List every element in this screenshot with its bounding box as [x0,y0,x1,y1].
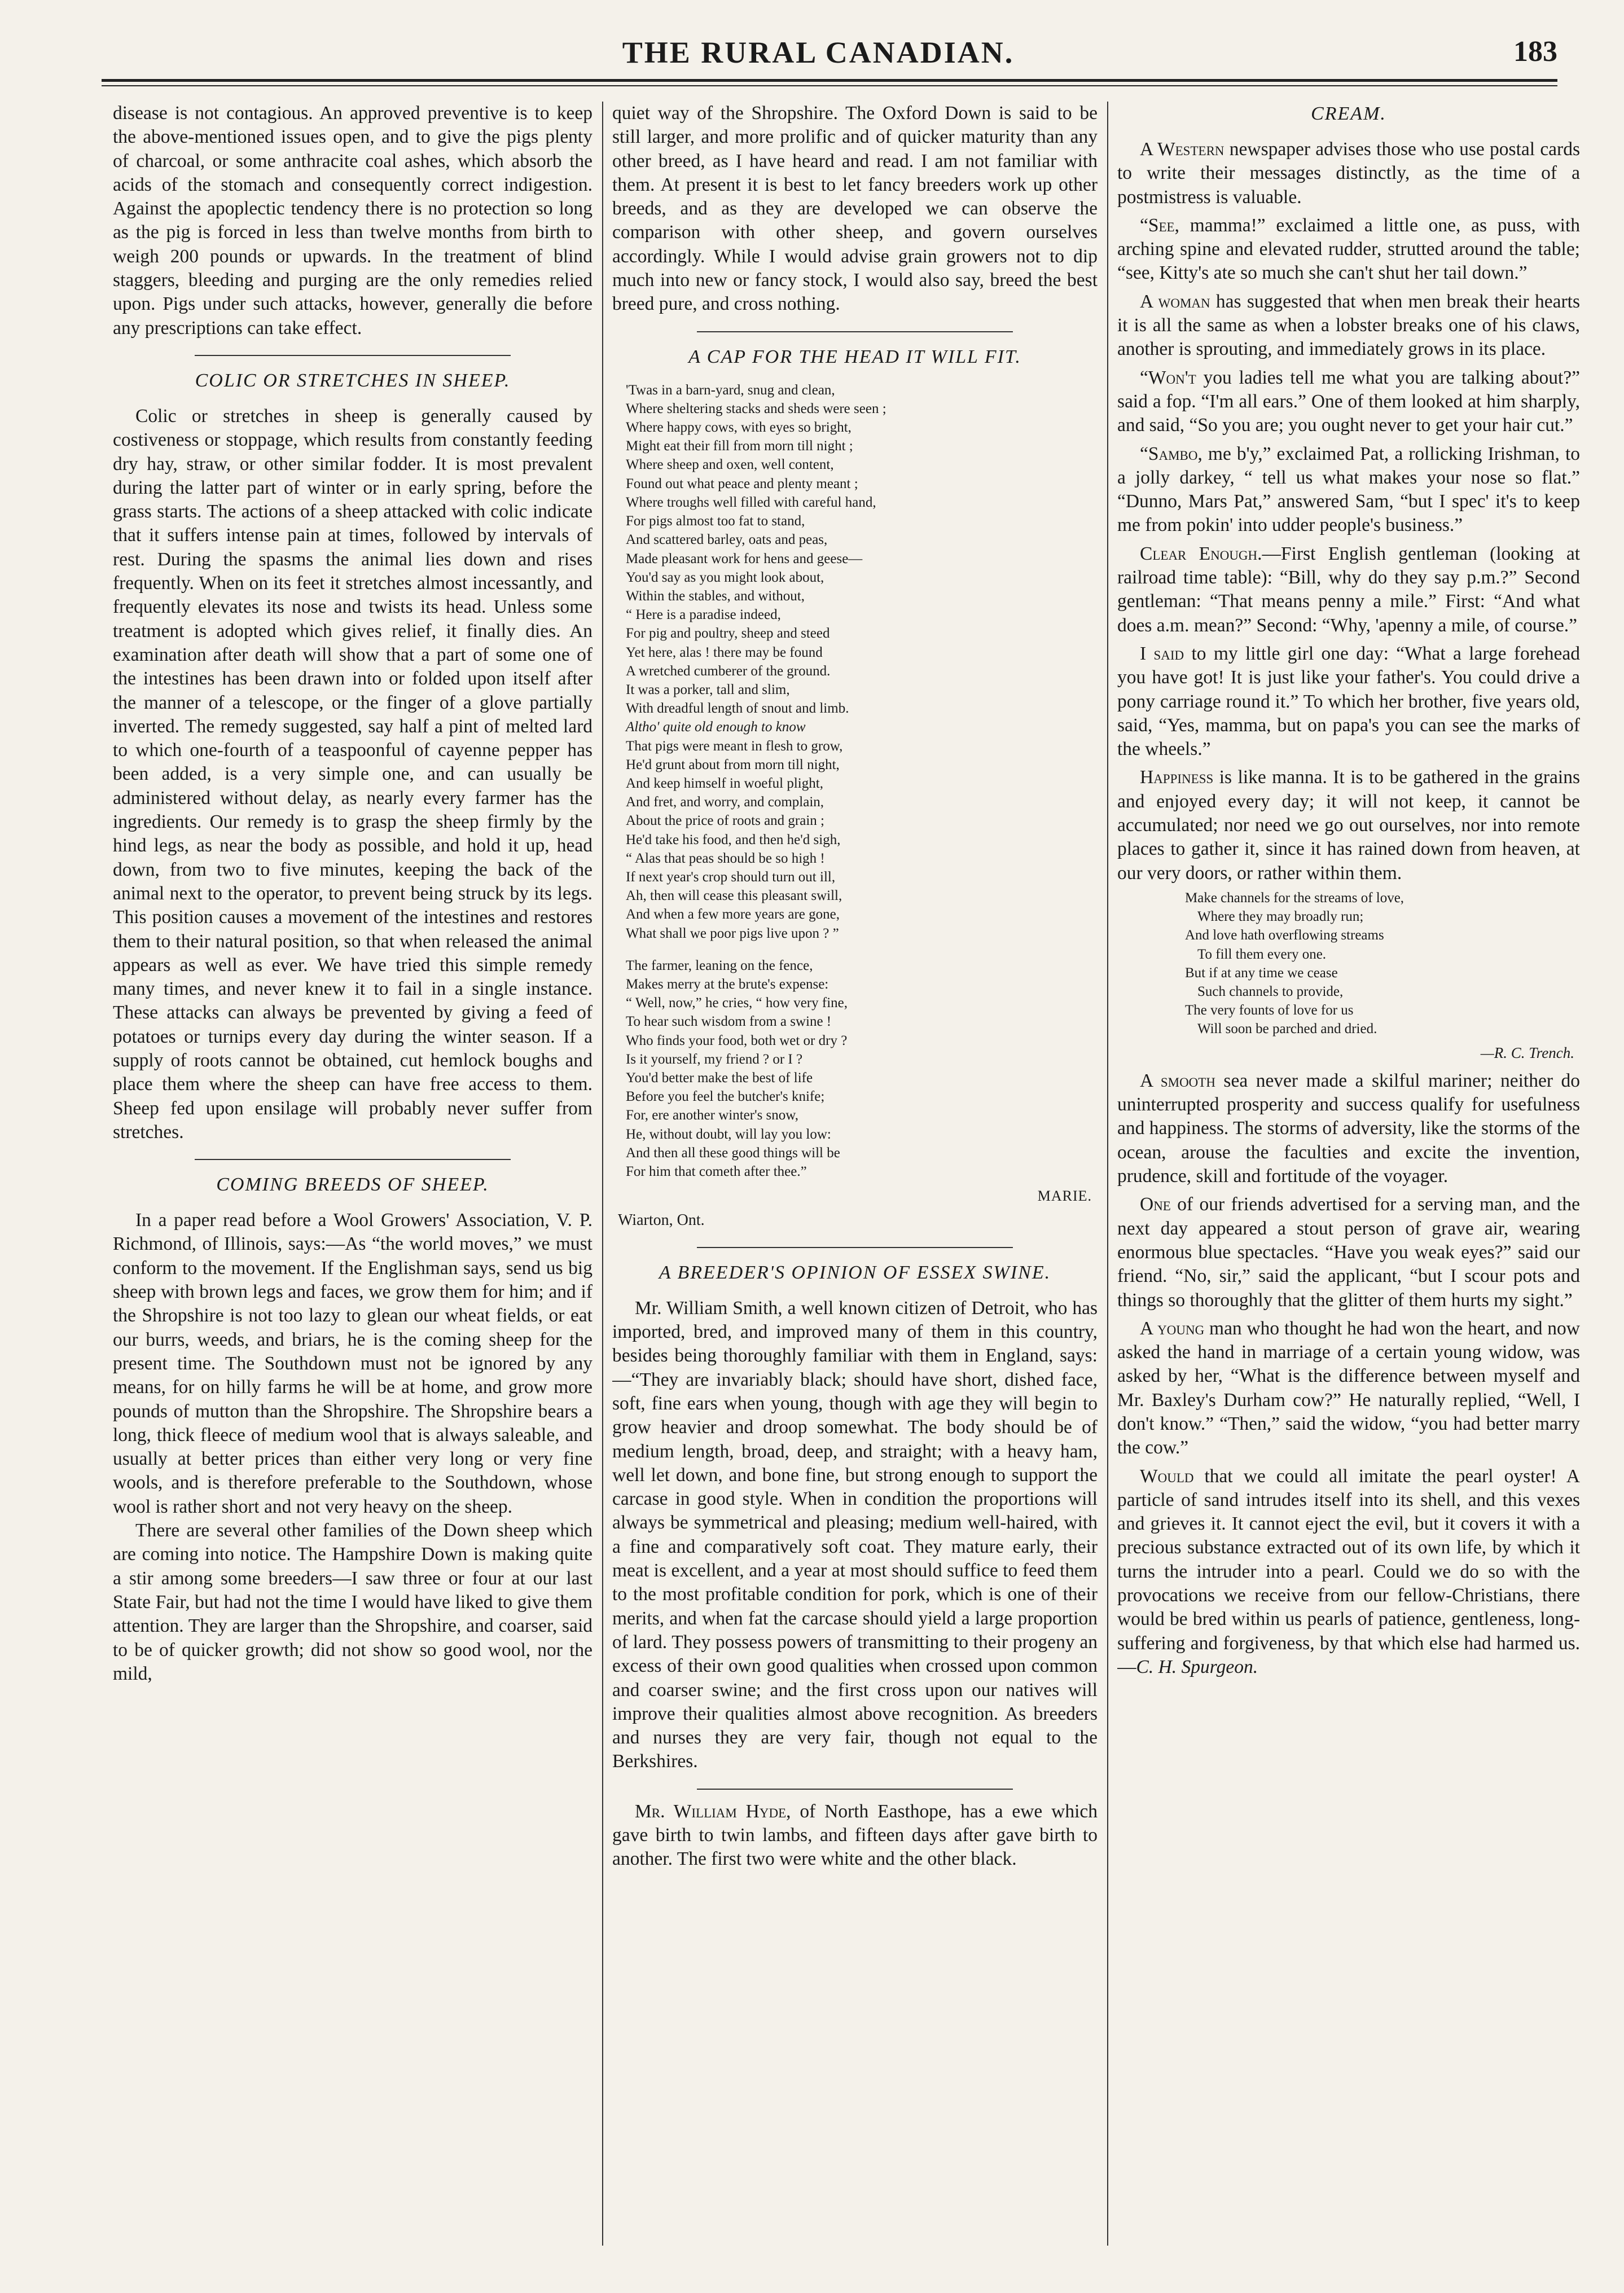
lead-words: “Won't [1140,367,1196,388]
poem-line: And keep himself in woeful plight, [626,775,823,791]
lead-words: I said [1140,643,1184,664]
poem-line: He, without doubt, will lay you low: [626,1126,831,1142]
item-text: man who thought he had won the heart, and now asked the hand in marriage of a certain young widow, was asked by her, “What is the difference between myself and Mr. Baxley's Durham cow?” He naturally replied, “Well, I don't know.” “Then,” said the widow, “you had better marry the cow.” [1117,1317,1580,1459]
article-paragraph: Colic or stretches in sheep is generally caused by costiveness or stoppage, which results from constantly feeding dry hay, straw, or other similar fodder. It is most prevalent during the latter part of winter or in early spring, before the grass starts. The actions of a sheep attacked with colic indicate that it suffers intense pain at times, followed by intervals of rest. During the spasms the animal lies down and rises frequently. When on its feet it stretches almost incessantly, and frequently elevates its nose and twists its head. Unless some treatment is adopted which gives relief, it finally dies. An examination after death will show that a part of some one of the intestines has been drawn into or folded upon itself after the manner of a telescope, or the finger of a glove partially inverted. The remedy suggested, say half a pint of melted lard to which one-fourth of a teaspoonful of cayenne pepper has been added, is a very simple one, and can usually be administered without delay, as nearly every farmer has the ingredients. Our remedy is to grasp the sheep firmly by the hind legs, as near the body as possible, and hold it up, head down, from two to five minutes, keeping the back of the animal next to the operator, to prevent being struck by its legs. This position causes a movement of the intestines and restores them to their natural position, so that when released the animal appears as well as ever. We have tried this simple remedy many times, and never knew it to fail in a single instance. These attacks can always be prevented by giving a feed of potatoes or turnips every day during the winter season. If a supply of roots cannot be obtained, cut hemlock boughs and place them where the sheep can have free access to them. Sheep fed upon ensilage will probably never suffer from stretches. [113,405,592,1143]
item-citation: C. H. Spurgeon. [1136,1656,1258,1677]
article-paragraph: disease is not contagious. An approved preventive is to keep the above-mentioned issues open, and to give the pigs plenty of charcoal, or some anthracite coal ashes, which absorb the acids of the stomach and consequently correct indigestion. Against the apoplectic tendency there is no protection so long as the pig is forced in less than twelve months from birth to weigh 200 pounds or upwards. In the treatment of blind staggers, bleeding and purging are the only remedies relied upon. Pigs under such attacks, however, generally die before any prescriptions can take effect. [113,103,592,339]
poem-line: He'd grunt about from morn till night, [626,757,840,772]
poem-line: And scattered barley, oats and peas, [626,532,828,548]
poem-line: What shall we poor pigs live upon ? ” [626,925,839,941]
poem-line: For pig and poultry, sheep and steed [626,626,830,642]
section-rule [697,1247,1013,1248]
poem-line: Altho' quite old enough to know [626,719,806,735]
lead-words: A smooth [1140,1070,1215,1091]
poem-line: Within the stables, and without, [626,588,805,604]
article-paragraph: of North Easthope, has a ewe which gave birth to twin lambs, and fifteen days after gave birth to another. The first two were white and the other black. [612,1800,1098,1870]
poem-signature: MARIE. [1037,1188,1092,1205]
poem-line: Made pleasant work for hens and geese— [626,551,863,566]
article-paragraph: Mr. William Smith, a well known citizen of Detroit, who has imported, bred, and improved many of them in this country, besides being thoroughly familiar with them in England, says:—“They are invariably black; should have short, dished face, soft, fine ears when young, though with age they will begin to grow heavier and droop somewhat. The body should be of medium length, broad, deep, and straight; with a heavy ham, well let down, and bone fine, but strong enough to support the carcase in good style. When in condition the proportions will always be symmetrical and pleasing; medium well-haired, with a fine and comparatively soft coat. They mature early, their meat is excellent, and a year at most should suffice to feed them to the most profitable condition for pork, which is one of their merits, and when fat the carcase should yield a large proportion of lard. They possess powers of transmitting to their progeny an excess of their own good qualities when crossed upon common and coarser swine; and the first cross upon our natives will improve their qualities almost above recognition. As breeders and nurses they are very fair, though not equal to the Berkshires. [612,1297,1098,1772]
header-rule-thin [102,85,1557,86]
lead-words: “Sambo, [1140,443,1202,464]
article-heading: COMING BREEDS OF SHEEP. [216,1174,489,1196]
poem-place: Wiarton, Ont. [618,1211,705,1229]
item-text: —First English gentleman (looking at railroad time table): “Bill, why do they say p.m.?” Second gentleman: “That means penny a mile.” First: “And what does a.m. mean?” Second: “Why, 'apenny a mile, of course.” [1117,543,1580,636]
poem-line: And fret, and worry, and complain, [626,794,824,810]
poem-line: If next year's crop should turn out ill, [626,869,836,885]
poem-line: Yet here, alas ! there may be found [626,644,823,660]
poem-line: And when a few more years are gone, [626,907,840,923]
article-paragraph: There are several other families of the Down sheep which are coming into notice. The Hampshire Down is making quite a stir among some breeders—I saw three or four at our last State Fair, but had not the time I would have liked to give them attention. They are larger than the Shropshire, and coarser, said to be of quicker growth; did not show so good wool, nor the mild, [113,1520,592,1684]
poem-line: A wretched cumberer of the ground. [626,663,831,679]
poem-line: Where sheep and oxen, well content, [626,457,834,473]
poem-line: For, ere another winter's snow, [626,1108,798,1123]
section-rule [697,1789,1013,1790]
poem-line: About the price of roots and grain ; [626,813,824,829]
poem-line: With dreadful length of snout and limb. [626,701,849,717]
section-rule [195,1159,511,1160]
article-paragraph: quiet way of the Shropshire. The Oxford Down is said to be still larger, and more prolific and of quicker maturity than any other breed, as I have heard and read. I am not familiar with them. At present it is best to let fancy breeders work up other breeds, and as they are developed we can observe the comparison with other sheep, and govern ourselves accordingly. While I would advise grain growers not to dip much into new or fancy stock, I would also say, breed the best breed pure, and cross nothing. [612,103,1098,315]
section-heading: CREAM. [1311,103,1386,124]
item-text: of our friends advertised for a serving man, and the next day appeared a stout person of grave air, wearing enormous blue spectacles. “Have you weak eyes?” said our friend. “No, sir,” said the applicant, “but I scour pots and things so thoroughly that the glitter of them hurts my sight.” [1117,1194,1580,1311]
poem-line: The very founts of love for us [1185,1003,1354,1018]
poem-line: And love hath overflowing streams [1185,928,1384,943]
column-3 [1117,102,1580,2268]
item-text: is like manna. It is to be gathered in the grains and enjoyed every day; it will not keep, it cannot be accumulated; nor need we go out ourselves, nor into remote places to gather it, since it has rained down from heaven, at our very doors, or rather within them. [1117,767,1580,884]
poem-line: Makes merry at the brute's expense: [626,976,829,992]
poem-line: Where happy cows, with eyes so bright, [626,420,851,436]
poem-line: It was a porker, tall and slim, [626,682,790,697]
poem-line: Where troughs well filled with careful hand, [626,494,876,510]
poem-line: And then all these good things will be [626,1145,840,1161]
poem-line: “ Alas that peas should be so high ! [626,850,825,866]
poem-line: You'd say as you might look about, [626,569,824,585]
poem-heading: A CAP FOR THE HEAD IT WILL FIT. [688,346,1021,367]
poem-line: Who finds your food, both wet or dry ? [626,1033,848,1048]
poem-line: To hear such wisdom from a swine ! [626,1014,832,1030]
poem-line: Ah, then will cease this pleasant swill, [626,888,842,904]
lead-words: One [1140,1194,1171,1215]
lead-words: A young [1140,1317,1205,1339]
article-paragraph: In a paper read before a Wool Growers' Association, V. P. Richmond, of Illinois, says:—As “the world moves,” we must conform to the movement. If the Englishman says, send us big sheep with brown legs and faces, we grow them for him; and if the Shropshire is not too lazy to glean our wheat fields, or eat our burrs, weeds, and briars, he is the coming sheep for the present time. The Southdown must not be ignored by any means, for on hilly farms he will be at home, and grow more pounds of mutton than the Shropshire. The Shropshire bears a long, thick fleece of medium wool that is always saleable, and usually at better prices than either very long or very fine wools, and is therefore preferable to the Southdown, whose wool is rather short and not very heavy on the sheep. [113,1210,592,1517]
poem-line: He'd take his food, and then he'd sigh, [626,832,841,847]
poem-line: Where sheltering stacks and sheds were seen ; [626,401,886,416]
poem-stanza-2 [626,956,1098,1181]
column-1 [113,102,592,2268]
poem-line: “ Well, now,” he cries, “ how very fine, [626,995,848,1011]
item-text: has suggested that when men break their hearts it is all the same as when a lobster breaks one of his claws, another is sprouting, and immediately grows in its place. [1117,291,1580,360]
poem-line: Found out what peace and plenty meant ; [626,476,858,491]
poem-line: The farmer, leaning on the fence, [626,957,813,973]
poem-citation: —R. C. Trench. [1480,1044,1574,1061]
lead-words: Would [1140,1465,1194,1487]
poem-line: You'd better make the best of life [626,1070,813,1086]
poem-line: Where they may broadly run; [1197,909,1364,925]
poem-stanza-1 [626,381,1098,943]
section-rule [697,331,1013,332]
poem-line: “ Here is a paradise indeed, [626,607,781,623]
item-text: mamma!” exclaimed a little one, as puss, with arching spine and elevated rudder, strutted around the table; “see, Kitty's ate so much she can't shut her tail down.” [1117,214,1580,284]
poem-line: Make channels for the streams of love, [1185,890,1404,906]
poem-line: For him that cometh after thee.” [626,1164,807,1179]
poem-line: For pigs almost too fat to stand, [626,513,805,529]
page-number: 183 [1513,36,1557,68]
poem-line: Such channels to provide, [1197,983,1344,999]
item-text: you ladies tell me what you are talking about?” said a fop. “I'm all ears.” One of them looked at him sharply, and said, “So you are; you ought never to get your hair cut.” [1117,367,1580,436]
item-text: me b'y,” exclaimed Pat, a rollicking Irishman, to a jolly darkey, “ tell us what makes your nose so flat.” “Dunno, Mars Pat,” answered Sam, “but I spec' it's to keep me from pokin' into udder people's business.” [1117,443,1580,536]
poem-line: Before you feel the butcher's knife; [626,1089,825,1105]
item-text: sea never made a skilful mariner; neither do uninterrupted prosperity and success qualify for usefulness and happiness. The storms of adversity, like the storms of the ocean, arouse the faculties and excite the invention, prudence, skill and fortitude of the voyager. [1117,1070,1580,1187]
column-divider [602,102,603,2246]
quoted-poem [1185,889,1580,1039]
article-heading: A BREEDER'S OPINION OF ESSEX SWINE. [659,1262,1051,1283]
poem-line: To fill them every one. [1197,946,1327,962]
column-2 [612,102,1098,2268]
poem-line: That pigs were meant in flesh to grow, [626,738,843,754]
item-text: newspaper advises those who use postal cards to write their messages distinctly, as the time of a postmistress is valuable. [1117,139,1580,208]
lead-words: “See, [1140,214,1179,236]
item-text: that we could all imitate the pearl oyster! A particle of sand intrudes itself into its shell, and this vexes and grieves it. It cannot eject the evil, but it covers it with a precious substance extracted out of its own life, by which it turns the intruder into a pearl. Could we do so with the provocations we receive from our fellow-Christians, there would be bred within us pearls of patience, gentleness, long-suffering and forgiveness, by that which else had harmed us.— [1117,1465,1580,1677]
page-header [79,30,1557,76]
poem-line: Might eat their fill from morn till night ; [626,438,853,454]
lead-words: Happiness [1140,767,1214,788]
poem-line: 'Twas in a barn-yard, snug and clean, [626,382,835,398]
lead-words: A Western [1140,139,1224,160]
masthead-title: THE RURAL CANADIAN. [622,36,1015,69]
lead-words: A woman [1140,291,1210,312]
poem-line: Is it yourself, my friend ? or I ? [626,1051,803,1067]
poem-line: Will soon be parched and dried. [1197,1021,1377,1037]
article-heading: COLIC OR STRETCHES IN SHEEP. [195,370,511,391]
poem-line: But if at any time we cease [1185,965,1338,981]
lead-words: Clear Enough. [1140,543,1262,564]
section-rule [195,355,511,356]
lead-words: Mr. William Hyde, [635,1800,791,1822]
header-rule-thick [102,79,1557,82]
item-text: to my little girl one day: “What a large forehead you have got! It is just like your father's. You could drive a pony carriage round it.” To which her brother, five years old, said, “Yes, mamma, but on papa's you can see the marks of the wheels.” [1117,643,1580,760]
column-divider [1107,102,1108,2246]
